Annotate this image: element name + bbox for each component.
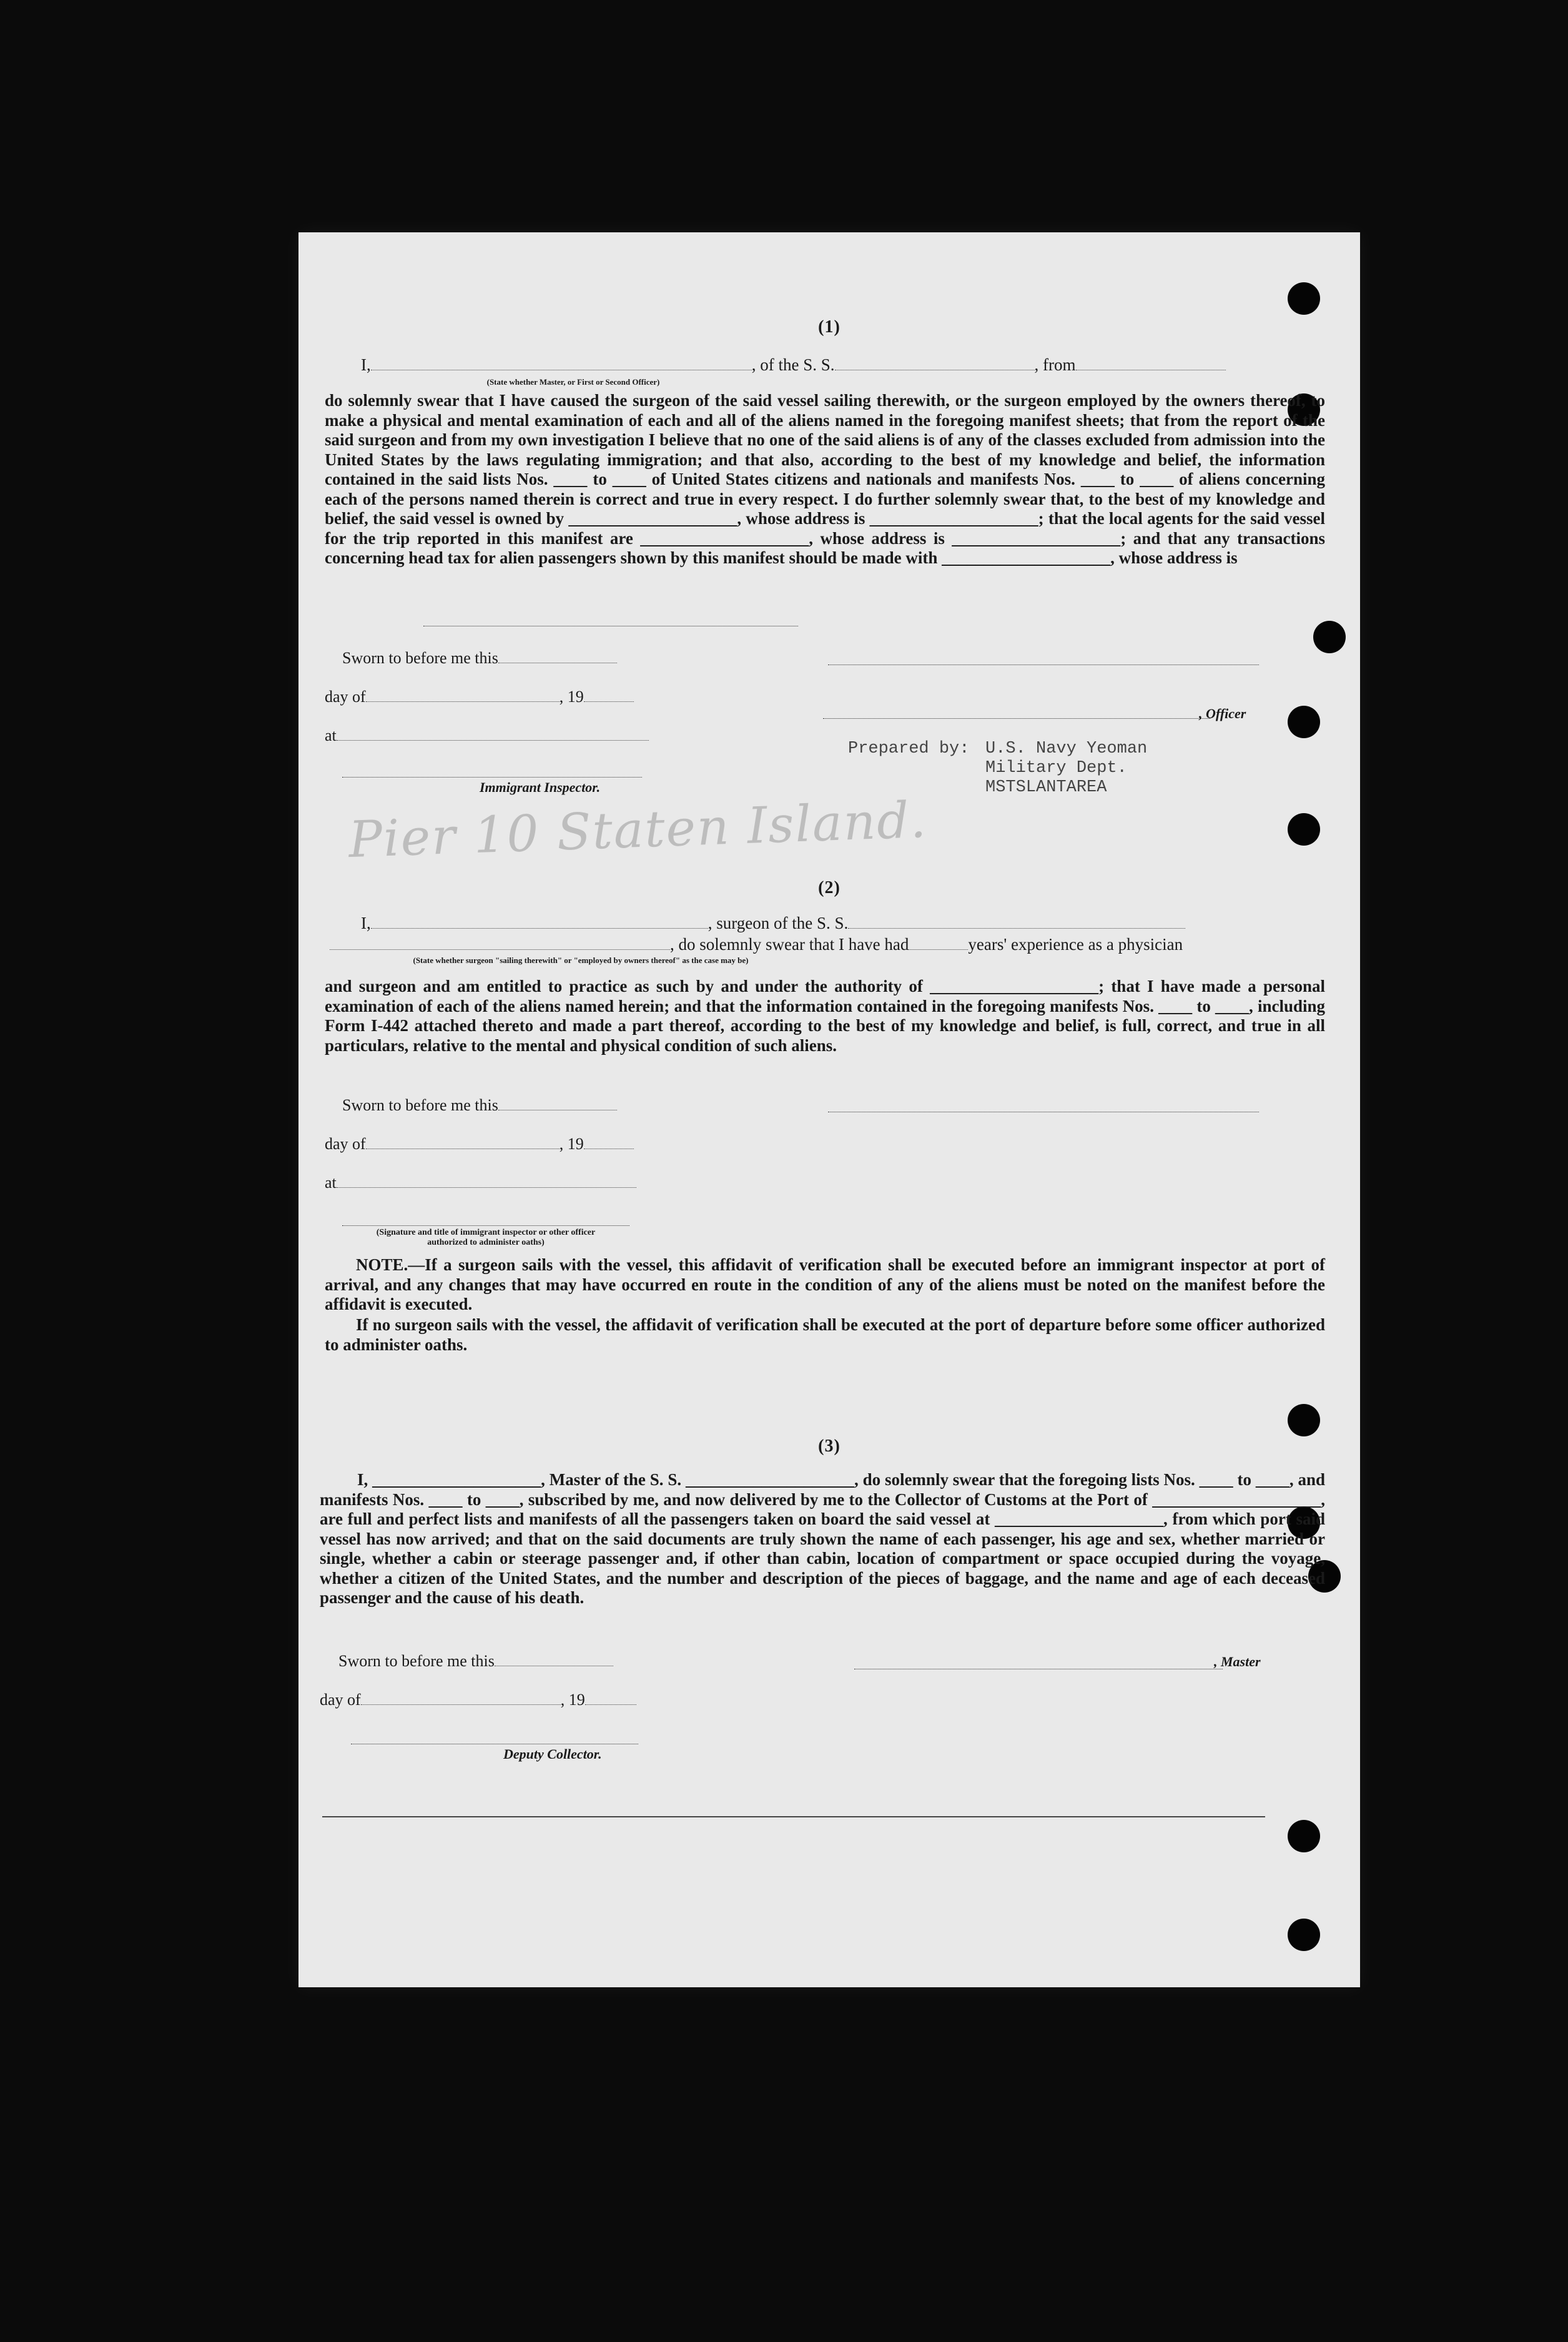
immigrant-inspector-label: Immigrant Inspector. xyxy=(480,779,601,795)
prepared-by-label: Prepared by: xyxy=(848,739,970,758)
section-2-second-line xyxy=(330,934,1183,954)
officer-label: , Officer xyxy=(1199,706,1246,721)
page-bottom-rule xyxy=(322,1816,1265,1817)
text: , 19 xyxy=(559,1135,584,1153)
text: Sworn to before me this xyxy=(342,649,498,667)
year-blank[interactable] xyxy=(584,1136,634,1149)
inspector-signature-line[interactable] xyxy=(342,1225,629,1226)
text: at xyxy=(325,1173,337,1192)
note-paragraph-1: NOTE.—If a surgeon sails with the vessel, this affidavit of verification shall be executed before an immigrant inspector at port of arrival, and any changes that may have occurred en route in the condition of any of the aliens must be noted on the manifest before the affidavit is executed. xyxy=(325,1255,1325,1313)
binder-hole xyxy=(1288,282,1320,315)
place-blank[interactable] xyxy=(337,728,649,741)
surgeon-status-blank[interactable] xyxy=(330,937,670,950)
text: day of xyxy=(320,1691,361,1709)
officer-title-caption: (State whether Master, or First or Second Officer) xyxy=(486,377,660,387)
sworn-date-blank[interactable] xyxy=(498,1097,617,1110)
vessel-name-blank[interactable] xyxy=(848,916,1185,929)
manifest-affidavit-page xyxy=(298,232,1360,1987)
officer-signature-line[interactable] xyxy=(823,718,1210,719)
text: I, xyxy=(361,914,371,932)
vessel-name-blank[interactable] xyxy=(835,357,1035,370)
years-blank[interactable] xyxy=(909,937,968,950)
text: , of the S. S. xyxy=(751,355,835,374)
text: , 19 xyxy=(559,688,584,706)
prepared-by-line-1: U.S. Navy Yeoman xyxy=(985,739,1148,758)
surgeon-status-caption: (State whether surgeon "sailing therewith" or "employed by owners thereof" as the case may be) xyxy=(413,956,749,965)
master-label: , Master xyxy=(1214,1654,1261,1669)
section-2-number: (2) xyxy=(818,878,841,897)
section-3-body: I, ____________________, Master of the S. S. ____________________, do solemnly swear that the foregoing lists Nos. ____ to ____, and manifests Nos. ____ to ____, subscribed by me, and now delivered by me to the Collector of Customs at the Port of ____________________, are full and perfect lists and manifests of all the passengers taken on board the said vessel at ____________________, from which port said vessel has now arrived; and that on the said documents are truly shown the name of each passenger, his age and sex, whether married or single, whether a cabin or steerage passenger and, if other than cabin, location of compartment or space occupied during the voyage, whether a citizen of the United States, and the number and description of the pieces of baggage, and the name and age of each deceased passenger and the cause of his death. xyxy=(320,1470,1325,1607)
handwritten-annotation: Pier 10 Staten Island. xyxy=(347,790,929,869)
note-paragraph-2: If no surgeon sails with the vessel, the affidavit of verification shall be executed at the port of departure before some officer authorized to administer oaths. xyxy=(325,1315,1325,1354)
sworn-line xyxy=(342,648,617,668)
prepared-by-line-2: Military Dept. xyxy=(985,759,1127,778)
text: years' experience as a physician xyxy=(968,935,1183,954)
text: day of xyxy=(325,688,366,706)
port-blank[interactable] xyxy=(1076,357,1226,370)
sworn-line xyxy=(338,1651,613,1671)
text: Sworn to before me this xyxy=(338,1652,495,1670)
section-1-body: do solemnly swear that I have caused the surgeon of the said vessel sailing therewith, or the surgeon employed by the owners thereof, to make a physical and mental examination of each and all of the aliens named in the foregoing manifest sheets; that from the report of the said surgeon and from my own investigation I believe that no one of the said aliens is of any of the classes excluded from admission into the United States by the laws regulating immigration; and that also, according to the best of my knowledge and belief, the information contained in the said lists Nos. ____ to ____ of United States citizens and nationals and manifests Nos. ____ to ____ of aliens concerning each of the persons named therein is correct and true in every respect. I do further solemnly swear that, to the best of my knowledge and belief, the said vessel is owned by ____________________, whose address is ____________________; that the local agents for the said vessel for the trip reported in this manifest are ____________________, whose address is ____________________; and that any transactions concerning head tax for alien passengers shown by this manifest should be made with ____________________, whose address is xyxy=(325,391,1325,567)
text: at xyxy=(325,726,337,744)
text: Sworn to before me this xyxy=(342,1096,498,1114)
binder-hole xyxy=(1288,706,1320,738)
year-blank[interactable] xyxy=(585,1692,636,1705)
at-line xyxy=(325,1173,636,1193)
month-blank[interactable] xyxy=(361,1692,561,1705)
text: I, xyxy=(361,355,371,374)
text: day of xyxy=(325,1135,366,1153)
day-of-line xyxy=(325,1134,634,1154)
year-blank[interactable] xyxy=(584,689,634,702)
inspector-signature-caption: (Signature and title of immigrant inspector or other officer authorized to administer oaths) xyxy=(376,1228,596,1247)
surgeon-name-blank[interactable] xyxy=(371,916,708,929)
binder-hole xyxy=(1313,621,1346,653)
text: , surgeon of the S. S. xyxy=(708,914,849,932)
sworn-line xyxy=(342,1095,617,1115)
binder-hole xyxy=(1288,1820,1320,1852)
section-1-number: (1) xyxy=(818,317,841,337)
officer-title-blank[interactable] xyxy=(371,357,752,370)
prepared-by-stamp xyxy=(848,739,1147,798)
prepared-by-line-3: MSTSLANTAREA xyxy=(985,778,1107,797)
day-of-line xyxy=(320,1690,636,1710)
section-3-number: (3) xyxy=(818,1436,841,1456)
text: , 19 xyxy=(560,1691,585,1709)
deputy-collector-label: Deputy Collector. xyxy=(503,1746,602,1762)
place-blank[interactable] xyxy=(337,1175,636,1188)
at-line xyxy=(325,726,649,746)
month-blank[interactable] xyxy=(366,689,560,702)
binder-hole xyxy=(1288,813,1320,846)
sworn-date-blank[interactable] xyxy=(498,650,617,663)
binder-hole xyxy=(1288,1404,1320,1436)
section-1-first-line xyxy=(361,355,1226,375)
text: , do solemnly swear that I have had xyxy=(670,935,909,954)
day-of-line xyxy=(325,687,634,707)
month-blank[interactable] xyxy=(366,1136,560,1149)
text: , from xyxy=(1034,355,1076,374)
section-2-body: and surgeon and am entitled to practice as such by and under the authority of ____________________; that I have made a personal examination of each of the aliens named herein; and that the information contained in the foregoing manifests Nos. ____ to ____, including Form I-442 attached thereto and made a part thereof, according to the best of my knowledge and belief, is full, correct, and true in all particulars, relative to the mental and physical condition of such aliens. xyxy=(325,977,1325,1055)
inspector-signature-line[interactable] xyxy=(342,777,642,778)
binder-hole xyxy=(1288,1919,1320,1951)
section-2-first-line xyxy=(361,913,1185,933)
sworn-date-blank[interactable] xyxy=(495,1653,613,1666)
